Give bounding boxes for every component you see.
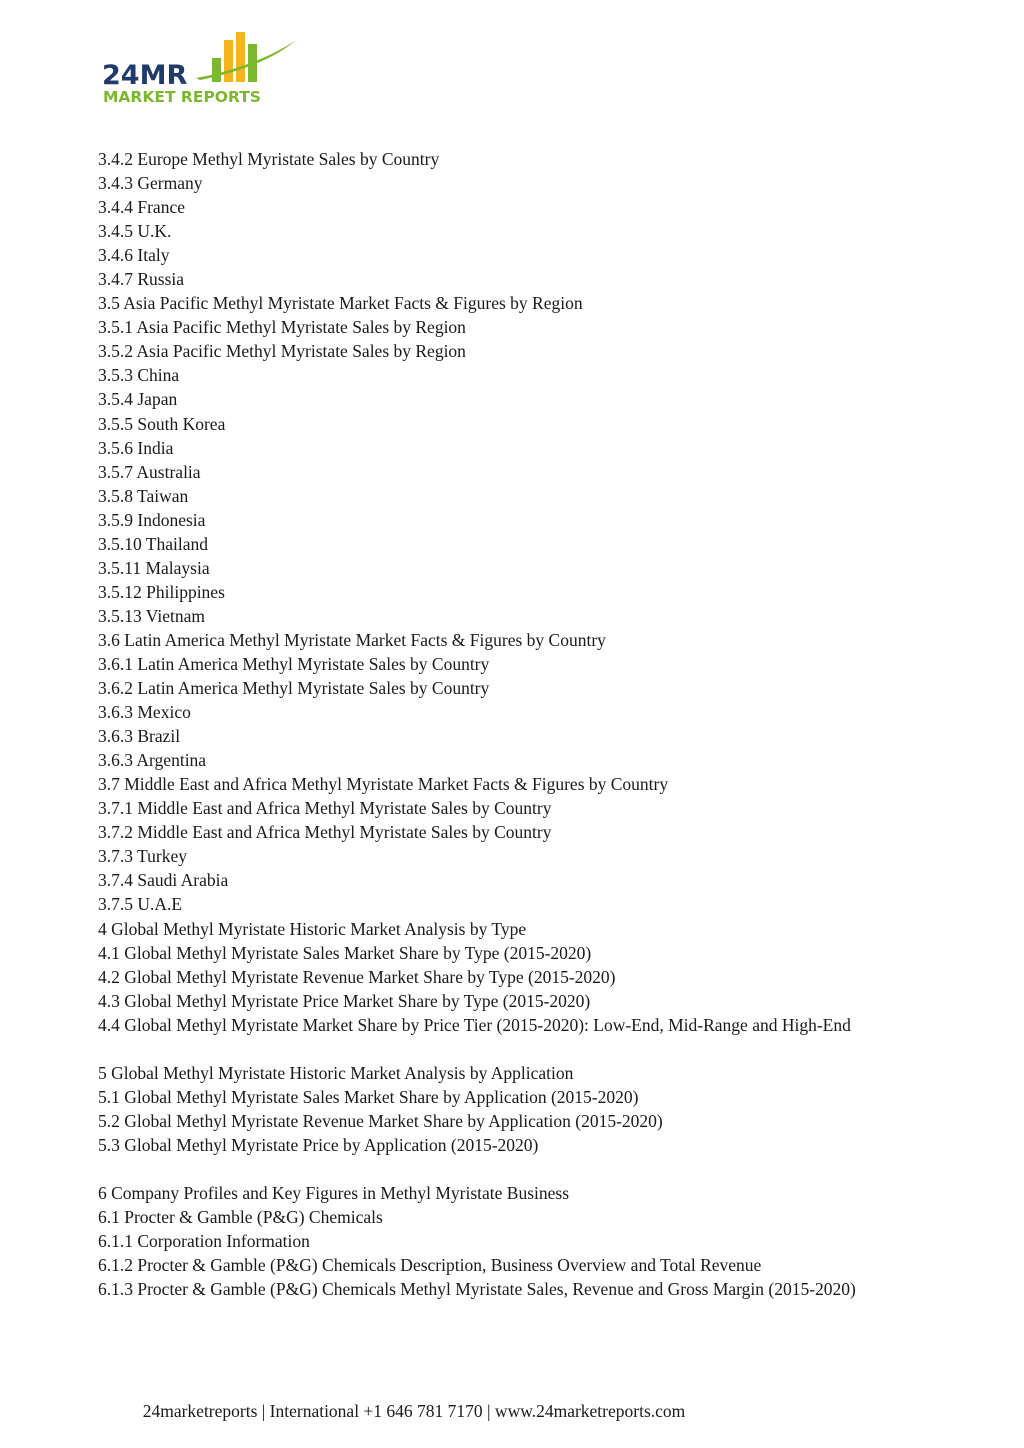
toc-entry: 3.4.2 Europe Methyl Myristate Sales by Country [98,149,440,169]
toc-entry: 3.7.2 Middle East and Africa Methyl Myristate Sales by Country [98,822,552,843]
toc-entry: 3.5.7 Australia [98,461,201,482]
toc-entry: 3.5.4 Japan [98,389,178,410]
logo-brand-sub: MARKET REPORTS [103,88,261,106]
toc-entry: 3.6.1 Latin America Methyl Myristate Sales by Country [98,653,490,674]
toc-entry: 3.6.3 Argentina [98,750,207,771]
toc-entry: 3.6 Latin America Methyl Myristate Market Facts & Figures by Country [98,629,606,650]
toc-entry: 3.6.3 Brazil [98,726,181,747]
logo-bar-3 [236,32,245,82]
toc-spacer [98,1037,978,1061]
toc-entry: 4.1 Global Methyl Myristate Sales Market Share by Type (2015-2020) [98,942,592,963]
toc-entry: 6.1.2 Procter & Gamble (P&G) Chemicals Description, Business Overview and Total Revenue [98,1255,762,1276]
toc-entry: 6.1 Procter & Gamble (P&G) Chemicals [98,1207,383,1228]
toc-entry: 3.5.5 South Korea [98,413,226,434]
logo-bar-2 [224,40,233,82]
toc-entry: 3.4.3 Germany [98,173,203,194]
toc-entry: 5.3 Global Methyl Myristate Price by Application (2015-2020) [98,1134,539,1155]
logo-bar-1 [212,58,221,82]
toc-entry: 4.3 Global Methyl Myristate Price Market Share by Type (2015-2020) [98,990,591,1011]
toc-entry: 3.4.6 Italy [98,245,170,266]
toc-entry: 3.5.10 Thailand [98,533,209,554]
toc-entry: 3.4.4 France [98,197,185,218]
table-of-contents [98,147,978,1301]
toc-entry: 3.7.3 Turkey [98,846,187,867]
toc-entry: 6.1.1 Corporation Information [98,1231,310,1252]
logo-swoosh [196,40,296,80]
toc-entry: 3.5 Asia Pacific Methyl Myristate Market Facts & Figures by Region [98,293,583,314]
toc-entry: 3.7.1 Middle East and Africa Methyl Myristate Sales by Country [98,798,552,819]
toc-entry: 3.5.11 Malaysia [98,557,210,578]
toc-entry: 3.5.8 Taiwan [98,485,189,506]
page-footer: 24marketreports | International +1 646 781 7170 | www.24marketreports.com [142,1401,686,1421]
company-logo [100,28,310,108]
toc-entry: 3.4.5 U.K. [98,221,172,242]
toc-entry: 5 Global Methyl Myristate Historic Market Analysis by Application [98,1062,574,1083]
toc-entry: 6 Company Profiles and Key Figures in Methyl Myristate Business [98,1183,570,1204]
toc-entry: 3.6.3 Mexico [98,702,191,723]
toc-entry: 3.5.12 Philippines [98,581,225,602]
toc-entry: 4.2 Global Methyl Myristate Revenue Market Share by Type (2015-2020) [98,966,616,987]
toc-entry: 3.5.6 India [98,437,174,458]
logo-brand-main: 24MR [102,60,188,91]
toc-entry: 5.1 Global Methyl Myristate Sales Market Share by Application (2015-2020) [98,1086,639,1107]
toc-entry: 3.7.4 Saudi Arabia [98,870,229,891]
toc-entry: 3.6.2 Latin America Methyl Myristate Sales by Country [98,678,490,699]
toc-entry: 3.7 Middle East and Africa Methyl Myristate Market Facts & Figures by Country [98,774,669,795]
toc-entry: 3.5.1 Asia Pacific Methyl Myristate Sales by Region [98,317,466,338]
toc-entry: 4.4 Global Methyl Myristate Market Share by Price Tier (2015-2020): Low-End, Mid-Range and High-End [98,1014,851,1035]
toc-entry: 3.5.2 Asia Pacific Methyl Myristate Sales by Region [98,341,466,362]
toc-spacer [98,1157,978,1181]
toc-entry: 3.5.13 Vietnam [98,605,206,626]
toc-entry: 6.1.3 Procter & Gamble (P&G) Chemicals Methyl Myristate Sales, Revenue and Gross Margin (2015-2020) [98,1279,856,1300]
toc-entry: 5.2 Global Methyl Myristate Revenue Market Share by Application (2015-2020) [98,1110,663,1131]
toc-entry: 3.7.5 U.A.E [98,894,183,915]
toc-entry: 3.5.3 China [98,365,180,386]
toc-entry: 4 Global Methyl Myristate Historic Market Analysis by Type [98,918,527,939]
toc-entry: 3.4.7 Russia [98,269,185,290]
toc-entry: 3.5.9 Indonesia [98,509,206,530]
